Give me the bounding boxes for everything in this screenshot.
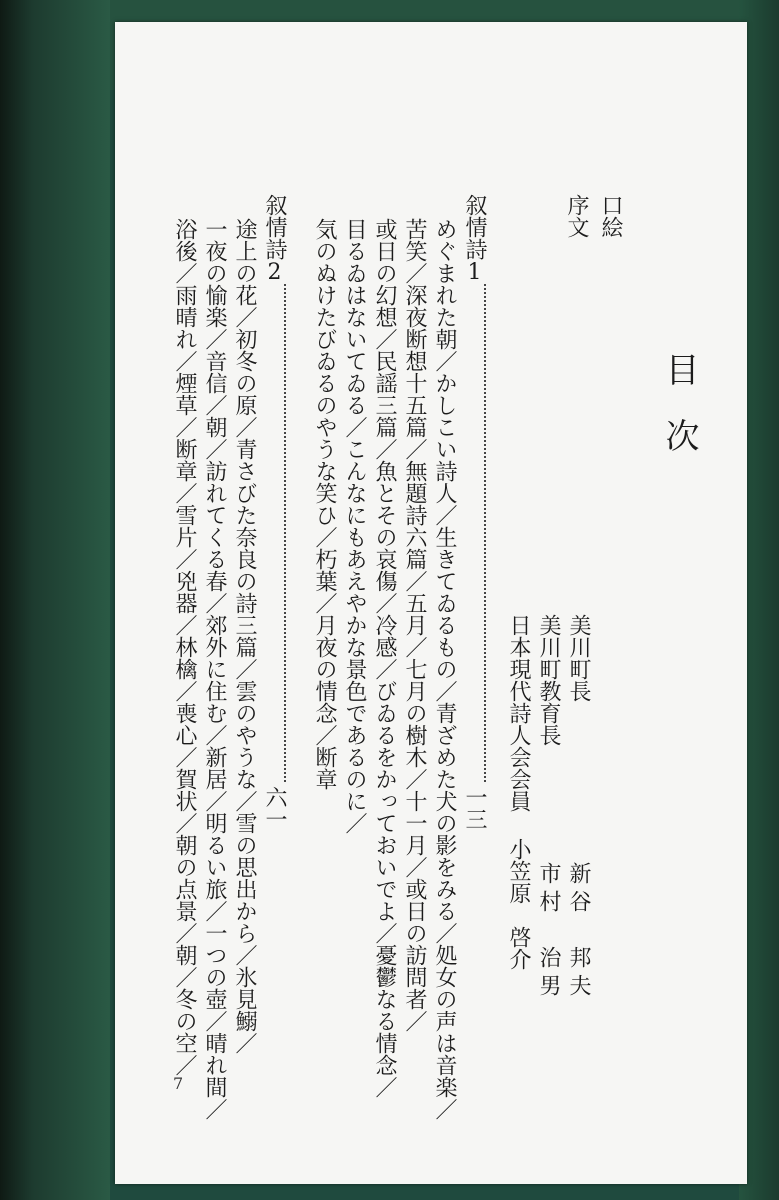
background-left: [0, 0, 110, 1200]
author-name-mayor: 新谷 邦夫: [566, 862, 591, 1002]
page-title: 目次: [659, 352, 699, 484]
toc-line: 一夜の愉楽／音信／朝／訪れてくる春／郊外に住む／新居／明るい旅／一つの壺／晴れ間／: [202, 218, 227, 1120]
toc-line: 途上の花／初冬の原／青さびた奈良の詩三篇／雲のやうな／雪の思出から／氷見鰯／: [232, 218, 257, 1054]
toc-line: 浴後／雨晴れ／煙草／断章／雪片／兇器／林檎／喪心／賀状／朝の点景／朝／冬の空／: [172, 218, 197, 1076]
author-name-education-chief: 市村 治男: [536, 862, 561, 1002]
leader-dots: [284, 284, 286, 782]
author-title-poets-association: 日本現代詩人会会員: [506, 614, 531, 812]
toc-line: めぐまれた朝／かしこい詩人／生きてゐるもの／青ざめた犬の影をみる／処女の声は音楽／: [432, 218, 457, 1120]
toc-item-preface: 序文: [564, 194, 589, 238]
author-name-poets-association: 小笠原 啓介: [506, 838, 531, 970]
book-page: [115, 22, 747, 1184]
section-page-number: 一三: [462, 786, 487, 830]
author-title-mayor: 美川町長: [566, 614, 591, 702]
toc-line: 気のぬけたびゐるのやうな笑ひ／朽葉／月夜の情念／断章: [312, 218, 337, 790]
page-number-folio: 7: [173, 1074, 184, 1093]
toc-item-frontispiece: 口絵: [598, 194, 623, 238]
section-heading-lyric-2: 叙情詩2: [262, 194, 287, 285]
leader-dots: [484, 284, 486, 782]
toc-line: 或日の幻想／民謡三篇／魚とその哀傷／冷感／びゐるをかっておいでよ／憂鬱なる情念／: [372, 218, 397, 1098]
toc-line: 苦笑／深夜断想十五篇／無題詩六篇／五月／七月の樹木／十一月／或日の訪問者／: [402, 218, 427, 1032]
author-title-education-chief: 美川町教育長: [536, 614, 561, 746]
section-heading-lyric-1: 叙情詩1: [462, 194, 487, 285]
section-page-number: 六一: [262, 786, 287, 830]
toc-line: 目るゐはないてゐる／こんなにもあえやかな景色であるのに／: [342, 218, 367, 834]
